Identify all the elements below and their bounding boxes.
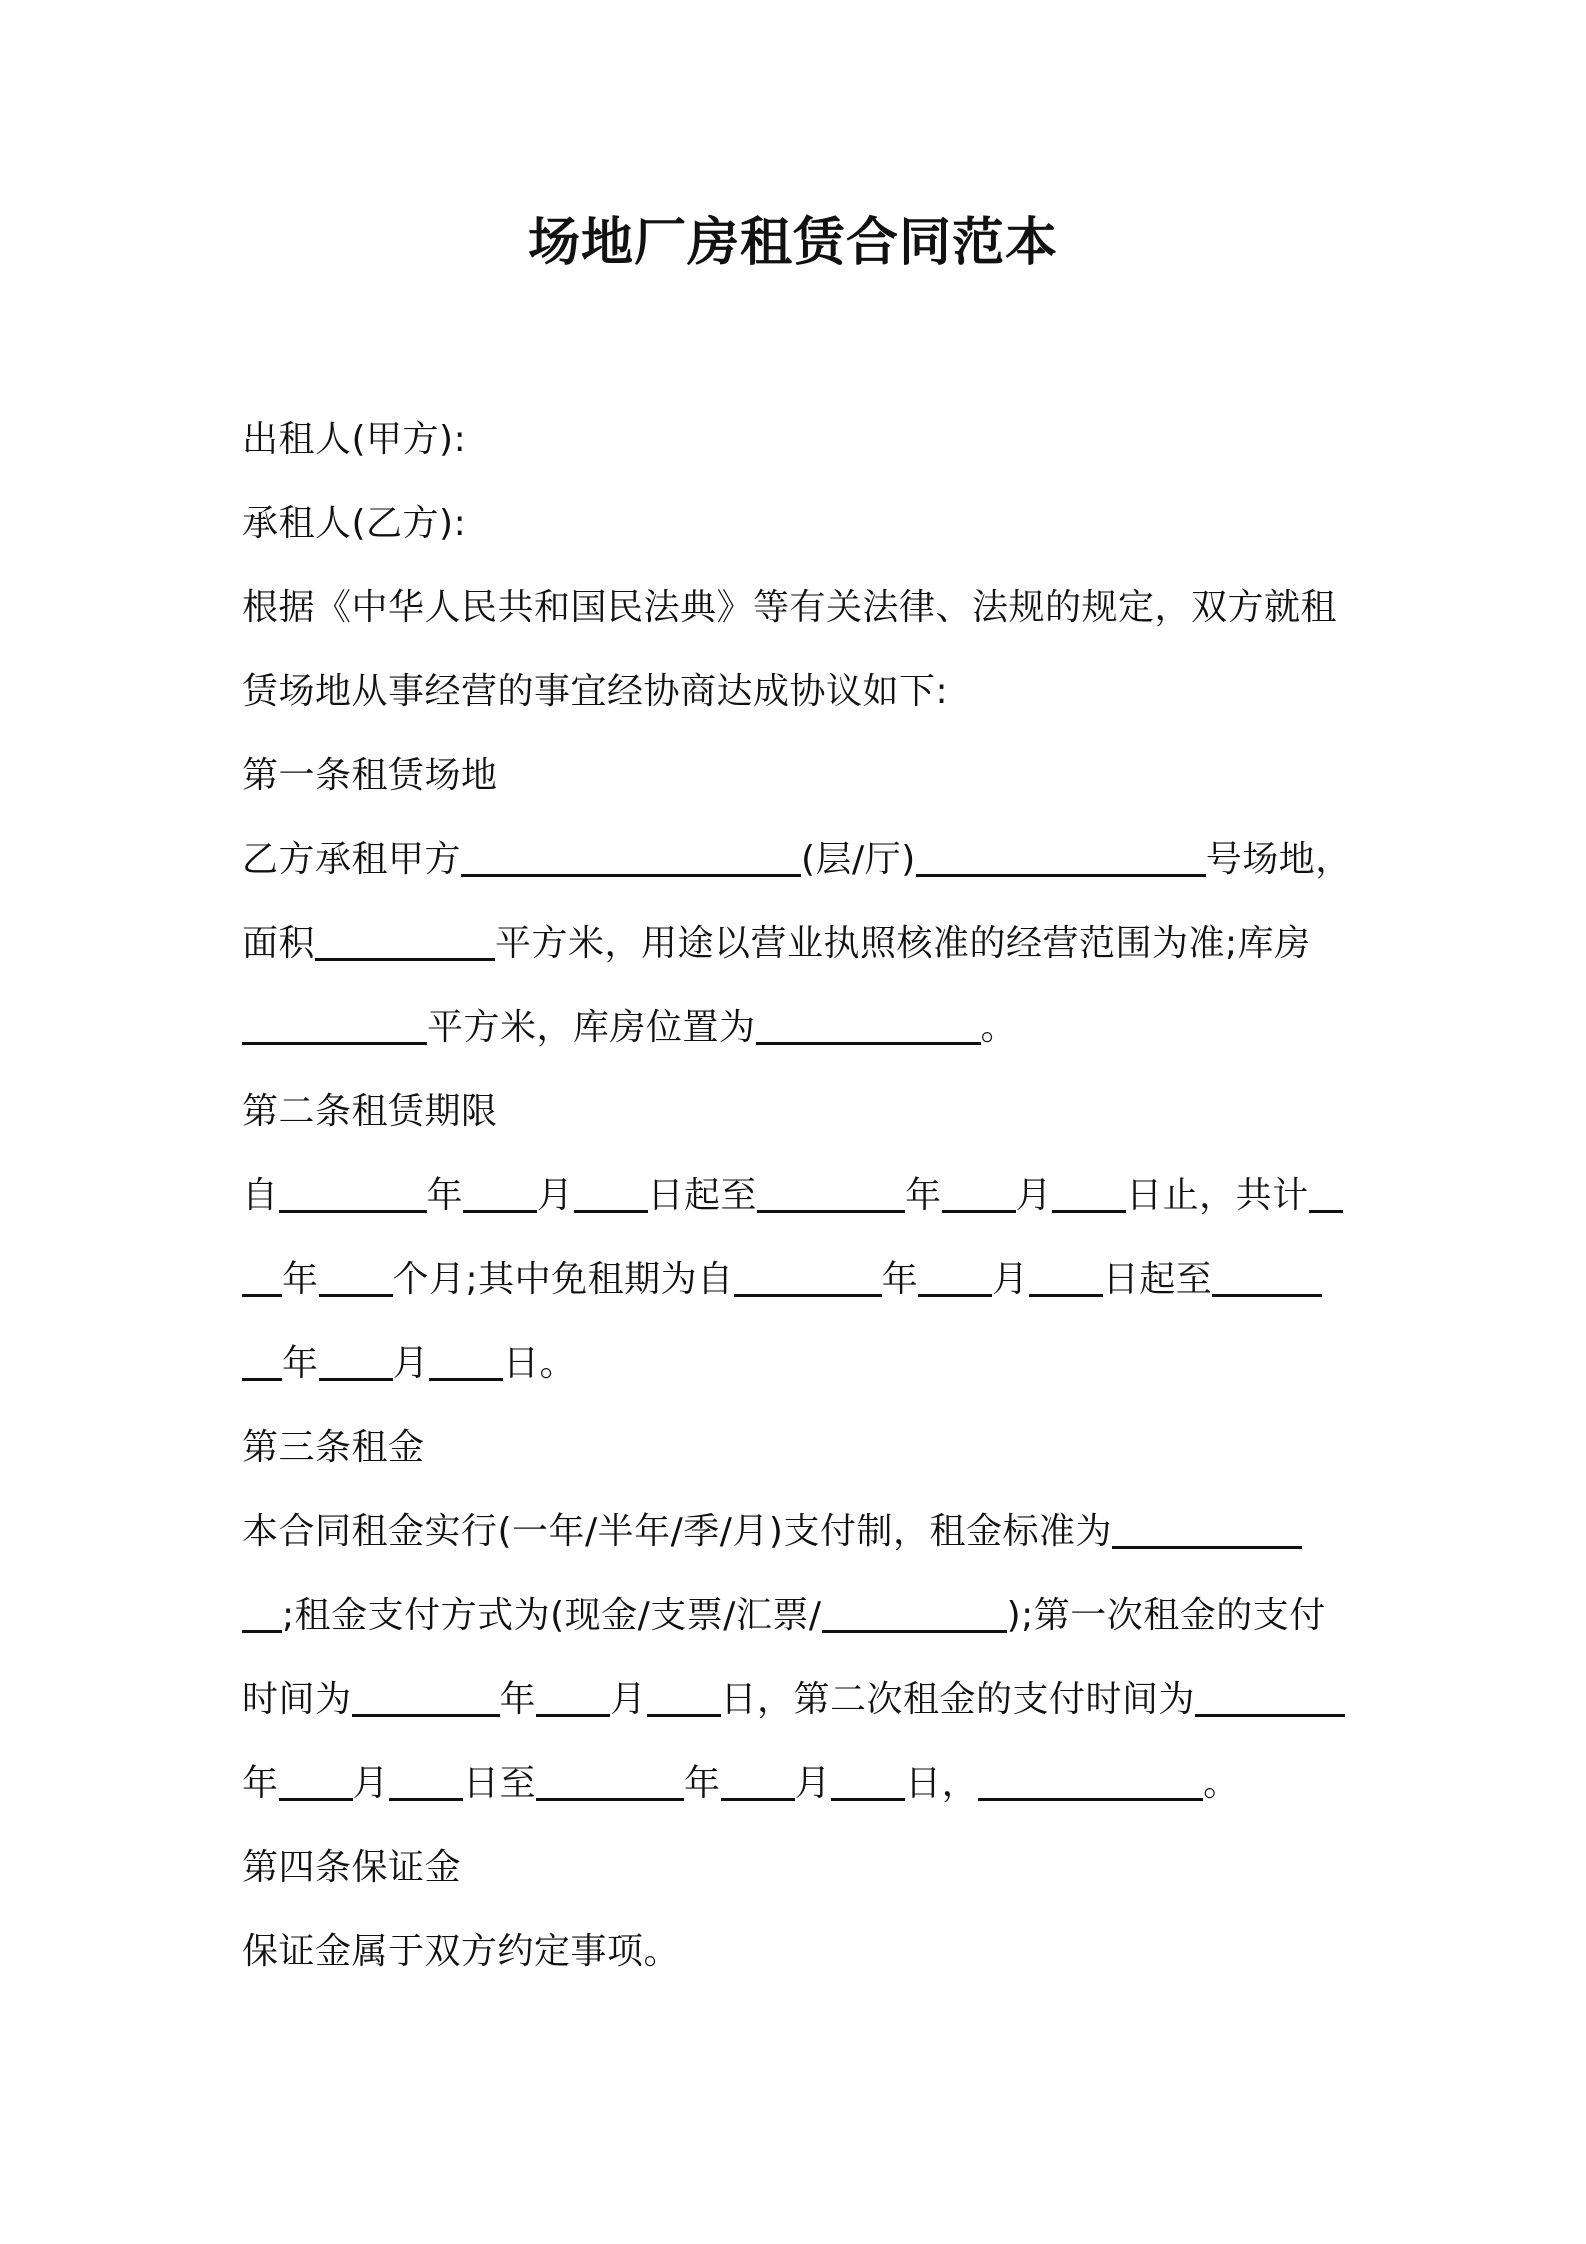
paragraph-line [242, 998, 1017, 1058]
text-segment: 承租人(乙方): [242, 503, 467, 544]
document-title: 场地厂房租赁合同范本 [527, 213, 1058, 273]
blank-field[interactable] [978, 1758, 1203, 1801]
text-segment: 月 [352, 1763, 390, 1804]
section-heading [242, 746, 498, 806]
text-segment: 月 [392, 1343, 430, 1384]
paragraph-line [242, 1250, 1322, 1310]
blank-field[interactable] [352, 1674, 500, 1717]
blank-field[interactable] [429, 1338, 503, 1381]
blank-field[interactable] [242, 1254, 282, 1297]
text-segment: 保证金属于双方约定事项。 [242, 1931, 681, 1972]
text-segment: 平方米，库房位置为 [427, 1007, 756, 1048]
text-segment: 月 [610, 1679, 647, 1720]
blank-field[interactable] [319, 1338, 393, 1381]
blank-field[interactable] [822, 1590, 1007, 1633]
text-segment: 第一条租赁场地 [242, 755, 498, 796]
text-segment: 日，第二次租金的支付时间为 [720, 1679, 1196, 1720]
text-segment: 年 [426, 1175, 464, 1216]
text-segment: 面积 [242, 923, 316, 964]
blank-field[interactable] [463, 1170, 537, 1213]
blank-field[interactable] [1112, 1506, 1302, 1549]
blank-field[interactable] [1029, 1254, 1103, 1297]
text-segment: 。 [980, 1007, 1018, 1048]
blank-field[interactable] [536, 1674, 610, 1717]
blank-field[interactable] [536, 1758, 684, 1801]
blank-field[interactable] [1195, 1674, 1345, 1717]
text-segment: (层/厅) [801, 839, 916, 880]
lessor-line [242, 410, 466, 470]
text-segment: 月 [1015, 1175, 1053, 1216]
text-segment: 第三条租金 [242, 1427, 425, 1468]
blank-field[interactable] [1052, 1170, 1126, 1213]
lessee-line [242, 494, 466, 554]
text-segment: 日止，共计 [1126, 1175, 1309, 1216]
paragraph-line [242, 1586, 1326, 1646]
blank-field[interactable] [721, 1758, 795, 1801]
text-segment: 月 [537, 1175, 574, 1216]
paragraph-line [242, 1670, 1345, 1730]
blank-field[interactable] [389, 1758, 463, 1801]
text-segment: 日。 [503, 1343, 577, 1384]
text-segment: 自 [242, 1175, 279, 1216]
paragraph-line [242, 1502, 1302, 1562]
section-heading [242, 1838, 461, 1898]
blank-field[interactable] [916, 834, 1206, 877]
text-segment: 乙方承租甲方 [242, 839, 462, 880]
paragraph-line [242, 1166, 1343, 1226]
blank-field[interactable] [279, 1170, 427, 1213]
text-segment: 本合同租金实行(一年/半年/季/月)支付制，租金标准为 [242, 1511, 1112, 1552]
text-segment: 日起至 [647, 1175, 758, 1216]
paragraph-line [242, 830, 1352, 890]
text-segment: 号场地， [1205, 839, 1352, 880]
text-segment: 月 [794, 1763, 832, 1804]
text-segment: 年 [905, 1175, 942, 1216]
paragraph-line [242, 1754, 1240, 1814]
text-segment: );第一次租金的支付 [1006, 1595, 1326, 1636]
paragraph-line [242, 1922, 680, 1982]
text-segment: 出租人(甲方): [242, 419, 467, 460]
paragraph-line [242, 662, 948, 722]
blank-field[interactable] [319, 1254, 393, 1297]
text-segment: 月 [992, 1259, 1029, 1300]
blank-field[interactable] [756, 1002, 981, 1045]
text-segment: 平方米，用途以营业执照核准的经营范围为准;库房 [495, 923, 1311, 964]
text-segment: 年 [282, 1259, 319, 1300]
text-segment: 时间为 [242, 1679, 352, 1720]
blank-field[interactable] [242, 1002, 427, 1045]
paragraph-line [242, 1334, 576, 1394]
text-segment: 日， [905, 1763, 979, 1804]
text-segment: 根据《中华人民共和国民法典》等有关法律、法规的规定，双方就租 [242, 587, 1338, 628]
blank-field[interactable] [242, 1338, 282, 1381]
blank-field[interactable] [734, 1254, 882, 1297]
text-segment: 。 [1203, 1763, 1240, 1804]
blank-field[interactable] [242, 1590, 282, 1633]
text-segment: 第二条租赁期限 [242, 1091, 498, 1132]
paragraph-line [242, 578, 1337, 638]
blank-field[interactable] [315, 918, 495, 961]
blank-field[interactable] [279, 1758, 353, 1801]
blank-field[interactable] [1309, 1170, 1343, 1213]
text-segment: 年 [684, 1763, 721, 1804]
text-segment: ;租金支付方式为(现金/支票/汇票/ [282, 1595, 822, 1636]
text-segment: 第四条保证金 [242, 1847, 462, 1888]
text-segment: 个月;其中免租期为自 [392, 1259, 734, 1300]
blank-field[interactable] [918, 1254, 992, 1297]
blank-field[interactable] [757, 1170, 905, 1213]
text-segment: 日至 [463, 1763, 537, 1804]
text-segment: 年 [881, 1259, 919, 1300]
text-segment: 日起至 [1102, 1259, 1213, 1300]
blank-field[interactable] [831, 1758, 905, 1801]
text-segment: 赁场地从事经营的事宜经协商达成协议如下: [242, 671, 949, 712]
paragraph-line [242, 914, 1311, 974]
section-heading [242, 1082, 498, 1142]
text-segment: 年 [242, 1763, 279, 1804]
text-segment: 年 [282, 1343, 319, 1384]
blank-field[interactable] [574, 1170, 648, 1213]
text-segment: 年 [499, 1679, 537, 1720]
section-heading [242, 1418, 425, 1478]
blank-field[interactable] [1212, 1254, 1322, 1297]
blank-field[interactable] [647, 1674, 721, 1717]
blank-field[interactable] [461, 834, 801, 877]
blank-field[interactable] [942, 1170, 1016, 1213]
